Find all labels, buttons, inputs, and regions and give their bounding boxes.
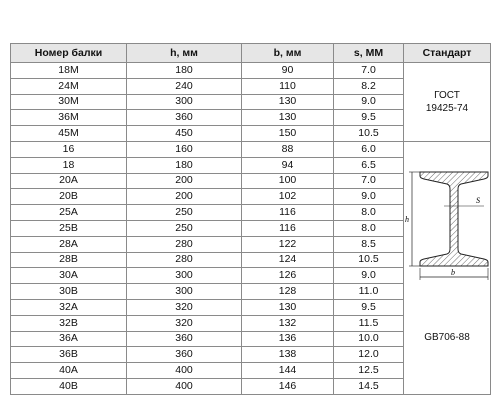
cell-s: 7.0	[334, 63, 404, 79]
cell-s: 10.5	[334, 126, 404, 142]
cell-beam-number: 18	[11, 157, 127, 173]
cell-beam-number: 18M	[11, 63, 127, 79]
cell-beam-number: 32A	[11, 299, 127, 315]
standard-gb-label: GB706-88	[424, 331, 470, 343]
header-s: s, ММ	[334, 44, 404, 63]
cell-beam-number: 25B	[11, 220, 127, 236]
cell-beam-number: 30M	[11, 94, 127, 110]
s-label: S	[476, 195, 480, 205]
cell-beam-number: 30A	[11, 268, 127, 284]
cell-s: 9.0	[334, 94, 404, 110]
cell-beam-number: 28A	[11, 236, 127, 252]
cell-b: 122	[242, 236, 334, 252]
h-label: h	[405, 214, 409, 224]
cell-b: 130	[242, 299, 334, 315]
standard-gost-label: ГОСТ	[434, 89, 460, 101]
cell-h: 300	[127, 268, 242, 284]
cell-b: 94	[242, 157, 334, 173]
cell-b: 110	[242, 78, 334, 94]
header-standard: Стандарт	[404, 44, 491, 63]
cell-b: 146	[242, 378, 334, 394]
cell-beam-number: 32B	[11, 315, 127, 331]
cell-b: 128	[242, 284, 334, 300]
cell-beam-number: 40A	[11, 363, 127, 379]
cell-h: 280	[127, 252, 242, 268]
cell-s: 9.5	[334, 110, 404, 126]
i-beam-diagram	[404, 164, 500, 304]
cell-b: 150	[242, 126, 334, 142]
cell-h: 360	[127, 347, 242, 363]
cell-h: 180	[127, 157, 242, 173]
header-h: h, мм	[127, 44, 242, 63]
cell-b: 126	[242, 268, 334, 284]
header-b: b, мм	[242, 44, 334, 63]
cell-h: 320	[127, 315, 242, 331]
cell-h: 300	[127, 94, 242, 110]
cell-s: 9.0	[334, 189, 404, 205]
cell-s: 11.5	[334, 315, 404, 331]
cell-beam-number: 40B	[11, 378, 127, 394]
cell-s: 8.2	[334, 78, 404, 94]
cell-b: 130	[242, 110, 334, 126]
cell-b: 116	[242, 220, 334, 236]
cell-beam-number: 36M	[11, 110, 127, 126]
standard-gost-number: 19425-74	[425, 102, 469, 114]
cell-h: 360	[127, 331, 242, 347]
cell-b: 132	[242, 315, 334, 331]
cell-h: 400	[127, 363, 242, 379]
cell-h: 240	[127, 78, 242, 94]
cell-h: 450	[127, 126, 242, 142]
cell-h: 360	[127, 110, 242, 126]
cell-b: 100	[242, 173, 334, 189]
cell-beam-number: 24M	[11, 78, 127, 94]
cell-b: 138	[242, 347, 334, 363]
header-row	[11, 44, 491, 63]
cell-h: 320	[127, 299, 242, 315]
cell-h: 400	[127, 378, 242, 394]
cell-s: 8.0	[334, 205, 404, 221]
cell-b: 102	[242, 189, 334, 205]
cell-s: 10.5	[334, 252, 404, 268]
standard-cell-gb	[404, 141, 491, 394]
cell-beam-number: 20A	[11, 173, 127, 189]
cell-beam-number: 25A	[11, 205, 127, 221]
cell-h: 180	[127, 63, 242, 79]
cell-s: 6.0	[334, 141, 404, 157]
cell-s: 10.0	[334, 331, 404, 347]
cell-s: 7.0	[334, 173, 404, 189]
cell-s: 9.5	[334, 299, 404, 315]
cell-s: 12.5	[334, 363, 404, 379]
cell-beam-number: 45M	[11, 126, 127, 142]
cell-h: 160	[127, 141, 242, 157]
cell-beam-number: 36A	[11, 331, 127, 347]
cell-s: 9.0	[334, 268, 404, 284]
cell-b: 116	[242, 205, 334, 221]
cell-b: 130	[242, 94, 334, 110]
cell-b: 144	[242, 363, 334, 379]
cell-b: 90	[242, 63, 334, 79]
cell-beam-number: 20B	[11, 189, 127, 205]
cell-h: 250	[127, 205, 242, 221]
cell-s: 8.0	[334, 220, 404, 236]
cell-h: 200	[127, 173, 242, 189]
cell-s: 11.0	[334, 284, 404, 300]
table-row	[11, 141, 491, 157]
cell-h: 300	[127, 284, 242, 300]
table-row	[11, 63, 491, 79]
b-label: b	[451, 267, 455, 277]
i-beam-profile	[420, 172, 488, 266]
cell-b: 136	[242, 331, 334, 347]
cell-s: 6.5	[334, 157, 404, 173]
cell-s: 14.5	[334, 378, 404, 394]
header-beam-number: Номер балки	[11, 44, 127, 63]
cell-s: 8.5	[334, 236, 404, 252]
cell-h: 200	[127, 189, 242, 205]
cell-b: 124	[242, 252, 334, 268]
cell-beam-number: 30B	[11, 284, 127, 300]
cell-beam-number: 36B	[11, 347, 127, 363]
cell-h: 250	[127, 220, 242, 236]
standard-cell-gost	[404, 63, 491, 142]
cell-h: 280	[127, 236, 242, 252]
cell-beam-number: 28B	[11, 252, 127, 268]
cell-beam-number: 16	[11, 141, 127, 157]
cell-b: 88	[242, 141, 334, 157]
table-body	[11, 63, 491, 395]
cell-s: 12.0	[334, 347, 404, 363]
beam-table	[10, 43, 491, 395]
